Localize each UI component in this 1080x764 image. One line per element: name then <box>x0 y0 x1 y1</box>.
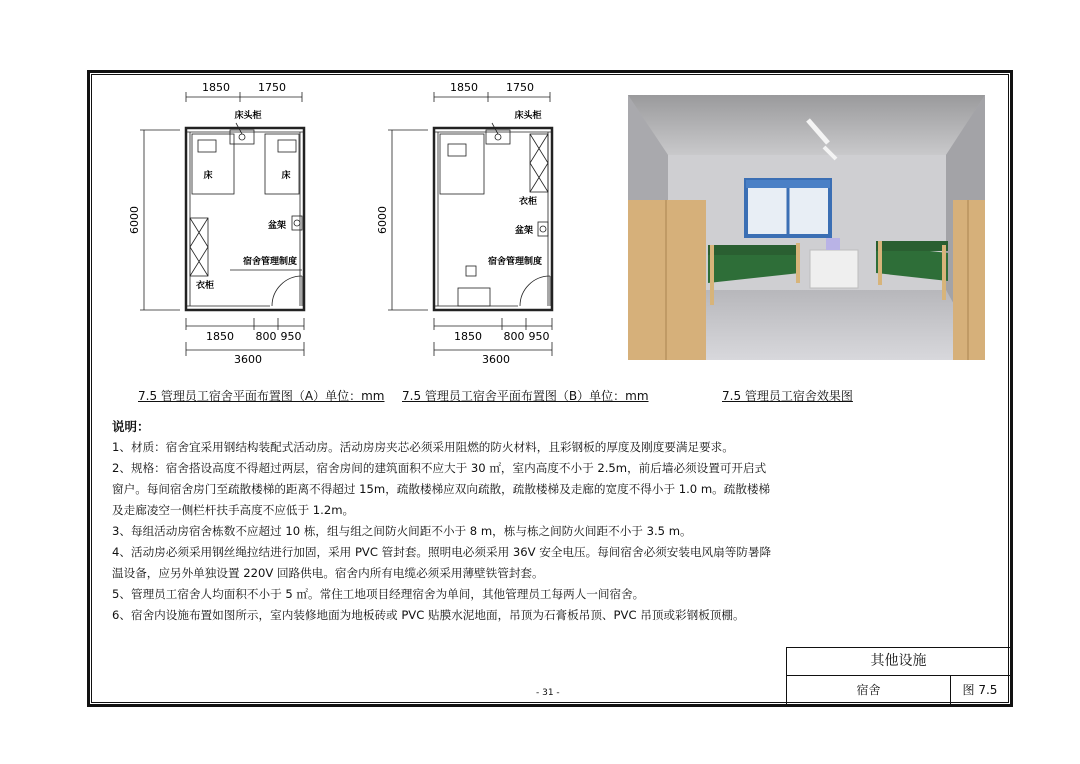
page-number: - 31 - <box>536 688 560 698</box>
floor-plan-b <box>368 78 568 377</box>
label-rules: 宿舍管理制度 <box>242 257 298 267</box>
note-item: 4、活动房必须采用钢丝绳拉结进行加固，采用 PVC 管封套。照明电必须采用 36V 安全电压。每间宿舍必须安装电风扇等防暑降温设备，应另外单独设置 220V 回路供电。宿舍内所有电缆必须采用薄壁铁管封套。 <box>112 545 772 580</box>
dim-total: 3600 <box>234 353 262 366</box>
dim-top-left: 1850 <box>202 81 230 94</box>
label-rules: 宿舍管理制度 <box>487 257 543 267</box>
title-block-row <box>786 675 1011 705</box>
label-nightstand: 床头柜 <box>234 111 262 121</box>
note-item: 6、宿舍内设施布置如图所示，室内装修地面为地板砖或 PVC 贴膜水泥地面，吊顶为石膏板吊顶、PVC 吊顶或彩钢板顶棚。 <box>112 608 745 622</box>
dormitory-render-image <box>628 95 985 360</box>
caption-plan-b: 7.5 管理员工宿舍平面布置图（B）单位：mm <box>402 389 649 403</box>
dim-bottom-2: 800 <box>503 330 525 343</box>
dim-bottom-2: 800 <box>255 330 277 343</box>
note-item: 1、材质：宿舍宜采用钢结构装配式活动房。活动房房夹芯必须采用阻燃的防火材料，且彩钢板的厚度及刚度要满足要求。 <box>112 440 734 454</box>
notes-section <box>112 416 772 626</box>
dim-bottom-3: 950 <box>528 330 550 343</box>
title-block-name: 宿舍 <box>787 676 951 704</box>
label-bed-1: 床 <box>203 171 213 181</box>
note-item: 3、每组活动房宿舍栋数不应超过 10 栋，组与组之间防火间距不小于 8 m，栋与栋之间防火间距不小于 3.5 m。 <box>112 524 692 538</box>
dim-bottom-1: 1850 <box>206 330 234 343</box>
title-block <box>786 647 1011 705</box>
label-wardrobe: 衣柜 <box>518 197 538 207</box>
dim-top-right: 1750 <box>506 81 534 94</box>
dim-top-left: 1850 <box>450 81 478 94</box>
dim-total: 3600 <box>482 353 510 366</box>
dim-height: 6000 <box>376 206 389 234</box>
caption-plan-a: 7.5 管理员工宿舍平面布置图（A）单位：mm <box>138 389 385 403</box>
note-item: 2、规格：宿舍搭设高度不得超过两层，宿舍房间的建筑面积不应大于 30 ㎡，室内高度不小于 2.5m，前后墙必须设置可开启式窗户。每间宿舍房门至疏散楼梯的距离不得超过 15m，疏散楼梯应双向疏散，疏散楼梯及走廊的宽度不得小于 1.0 m。疏散楼梯及走廊凌空一侧栏杆扶手高度不应低于 1.2m。 <box>112 461 771 517</box>
notes-title: 说明： <box>112 419 150 434</box>
dim-top-right: 1750 <box>258 81 286 94</box>
dim-bottom-1: 1850 <box>454 330 482 343</box>
label-wardrobe: 衣柜 <box>195 281 215 291</box>
title-block-figure: 图 7.5 <box>962 683 998 697</box>
note-item: 5、管理员工宿舍人均面积不小于 5 ㎡。常住工地项目经理宿舍为单间，其他管理员工每两人一间宿舍。 <box>112 587 645 601</box>
caption-render: 7.5 管理员工宿舍效果图 <box>722 389 853 403</box>
label-basin: 盆架 <box>267 221 287 231</box>
dim-bottom-3: 950 <box>280 330 302 343</box>
label-basin: 盆架 <box>514 226 534 236</box>
label-nightstand: 床头柜 <box>514 111 542 121</box>
title-block-category: 其他设施 <box>786 647 1011 676</box>
floor-plan-a <box>120 78 320 377</box>
dim-height: 6000 <box>128 206 141 234</box>
label-bed-2: 床 <box>281 171 291 181</box>
